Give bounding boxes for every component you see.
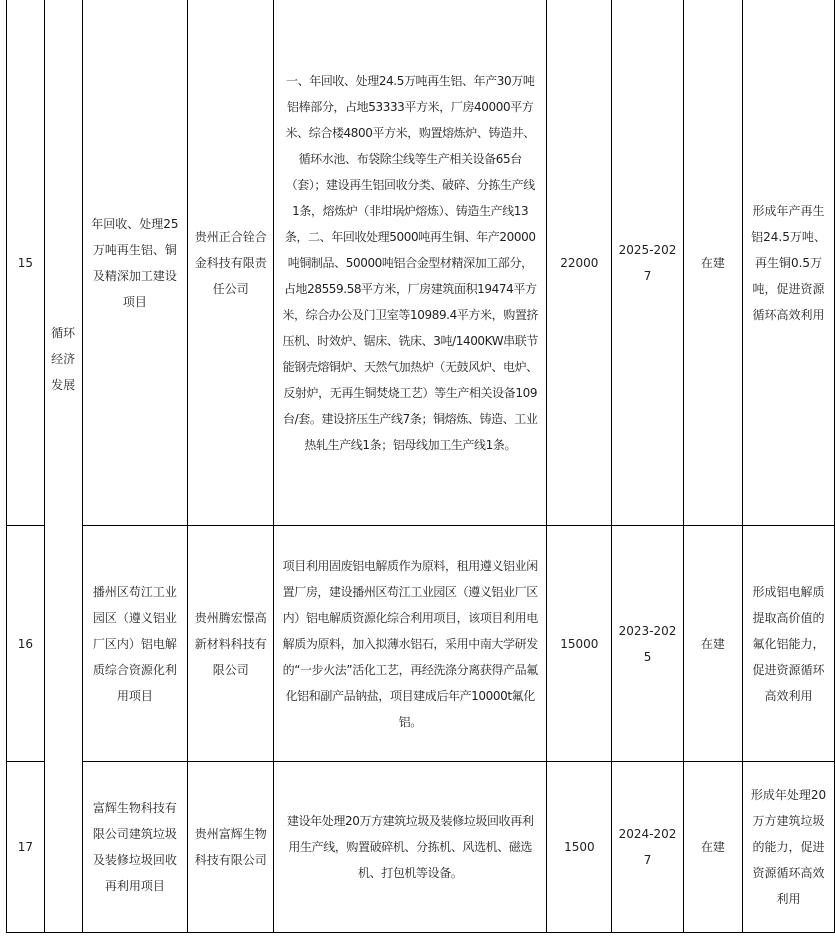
- project-name: 播州区苟江工业园区（遵义铝业厂区内）铝电解质综合资源化利用项目: [82, 526, 188, 762]
- category-label: 循环经济发展: [51, 326, 76, 392]
- company-name: 贵州腾宏憬高新材料科技有限公司: [188, 526, 274, 762]
- table-row: [7, 526, 835, 762]
- project-table: [6, 0, 835, 933]
- construction-period: 2023-2025: [612, 526, 683, 762]
- project-name: 富辉生物科技有限公司建筑垃圾及装修垃圾回收再利用项目: [82, 762, 188, 933]
- investment: 15000: [547, 526, 612, 762]
- project-status: 在建: [683, 526, 742, 762]
- construction-period: 2025-2027: [612, 0, 683, 526]
- row-number: 17: [7, 762, 45, 933]
- project-status: 在建: [683, 762, 742, 933]
- row-number: 16: [7, 526, 45, 762]
- row-number: 15: [7, 0, 45, 526]
- project-content: 项目利用固废铝电解质作为原料，租用遵义铝业闲置厂房，建设播州区苟江工业园区（遵义铝业厂区内）铝电解质资源化综合利用项目，该项目利用电解质为原料，加入拟薄水铝石，采用中南大学研发的“一步火法”活化工艺，再经洗涤分离获得产品氟化铝和副产品钠盐，项目建成后年产10000t氟化铝。: [274, 526, 547, 762]
- investment: 1500: [547, 762, 612, 933]
- company-name: 贵州正合铨合金科技有限责任公司: [188, 0, 274, 526]
- project-goal: 形成年产再生铝24.5万吨、再生铜0.5万吨，促进资源循环高效利用: [743, 0, 835, 526]
- project-goal: 形成铝电解质提取高价值的氟化铝能力，促进资源循环高效利用: [743, 526, 835, 762]
- project-status: 在建: [683, 0, 742, 526]
- company-name: 贵州富辉生物科技有限公司: [188, 762, 274, 933]
- table-row: [7, 762, 835, 933]
- investment: 22000: [547, 0, 612, 526]
- project-name: 年回收、处理25万吨再生铝、铜及精深加工建设项目: [82, 0, 188, 526]
- construction-period: 2024-2027: [612, 762, 683, 933]
- category-cell: [44, 0, 82, 933]
- project-content: 建设年处理20万方建筑垃圾及装修垃圾回收再利用生产线，购置破碎机、分拣机、风选机、磁选机、打包机等设备。: [274, 762, 547, 933]
- project-content: 一、年回收、处理24.5万吨再生铝、年产30万吨铝棒部分，占地53333平方米，厂房40000平方米、综合楼4800平方米，购置熔炼炉、铸造井、循环水池、布袋除尘线等生产相关设备65台（套）；建设再生铝回收分类、破碎、分拣生产线1条，熔炼炉（非坩埚炉熔炼）、铸造生产线13条，二、年回收处理5000吨再生铜、年产20000吨铜制品、50000吨铝合金型材精深加工部分，占地28559.58平方米，厂房建筑面积19474平方米，综合办公及门卫室等10989.4平方米，购置挤压机、时效炉、锯床、铣床、3吨/1400KW串联节能钢壳熔铜炉、天然气加热炉（无鼓风炉、电炉、反射炉，无再生铜焚烧工艺）等生产相关设备109台/套。建设挤压生产线7条；铜熔炼、铸造、工业热轧生产线1条；铝母线加工生产线1条。: [274, 0, 547, 526]
- project-goal: 形成年处理20万方建筑垃圾的能力，促进资源循环高效利用: [743, 762, 835, 933]
- table-row: [7, 0, 835, 526]
